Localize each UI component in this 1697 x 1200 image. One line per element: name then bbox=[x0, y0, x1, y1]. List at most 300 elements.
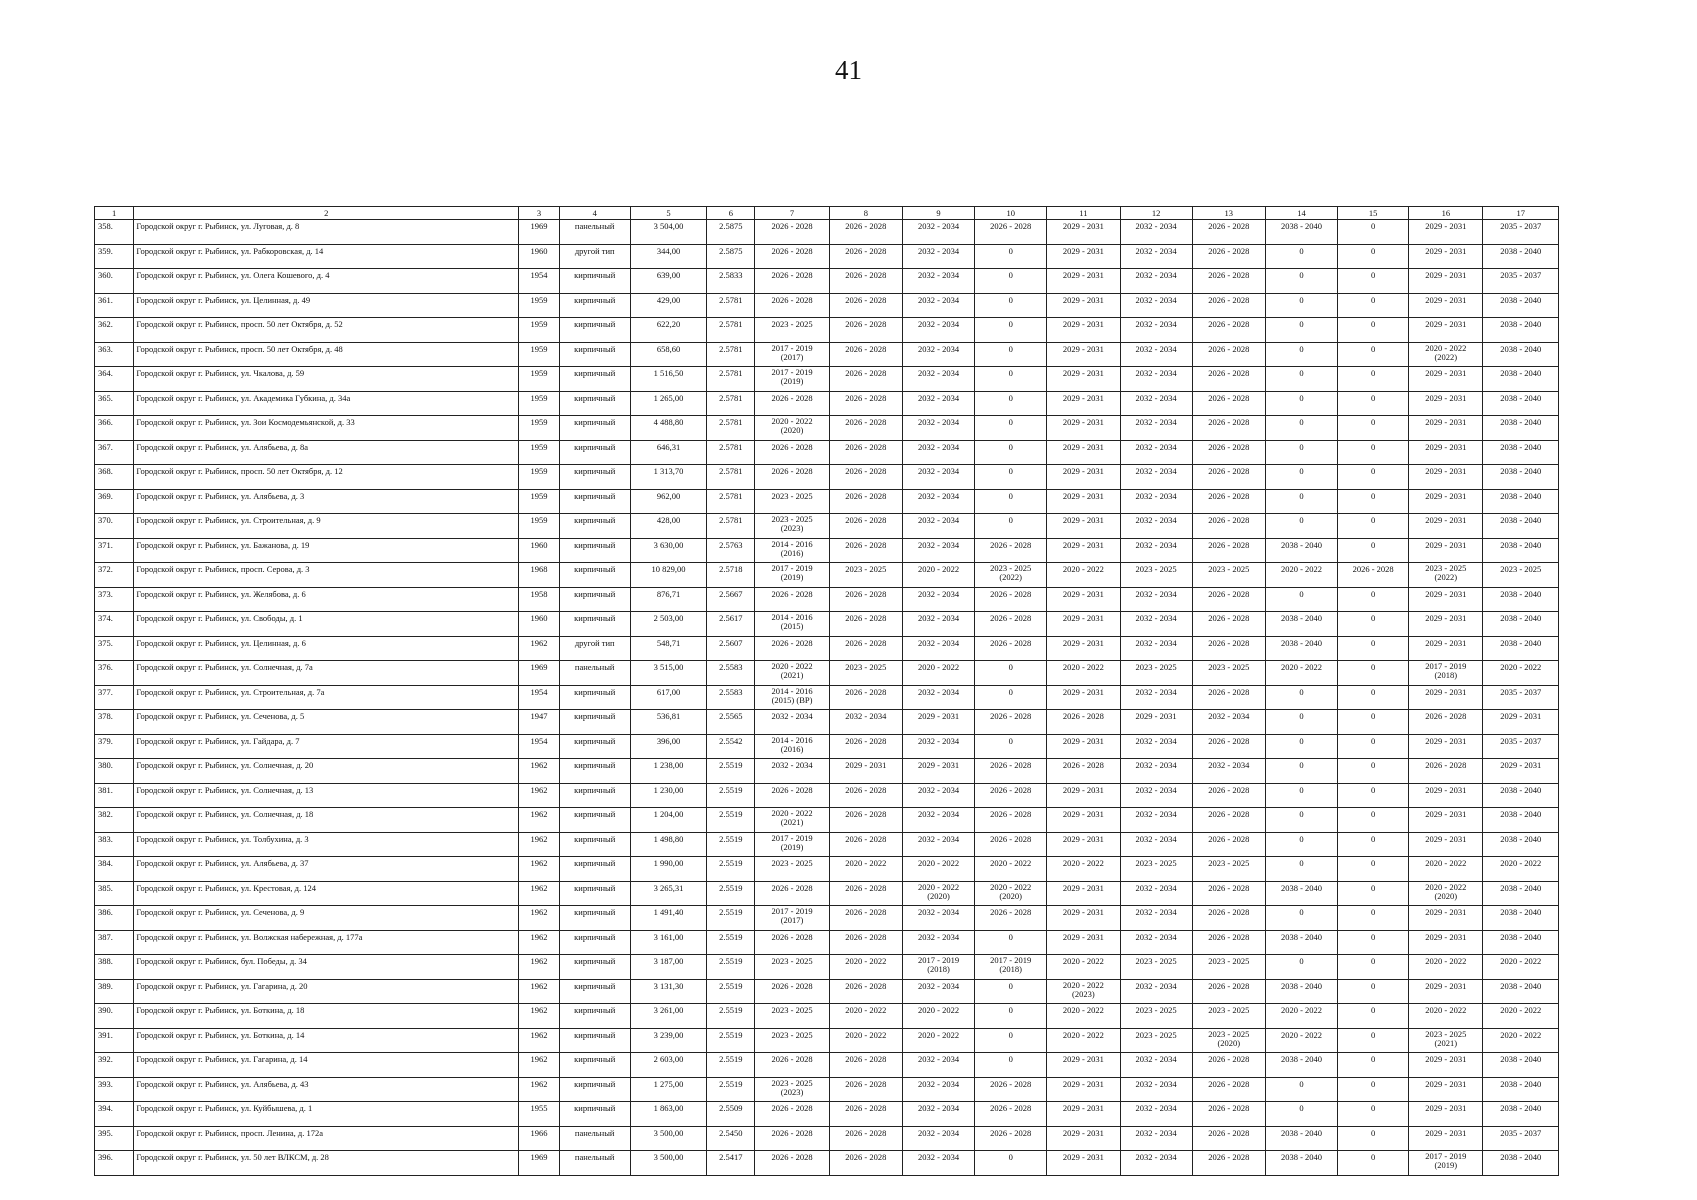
table-cell: 1962 bbox=[519, 857, 559, 882]
table-cell: 2017 - 2019 (2019) bbox=[755, 832, 829, 857]
table-cell: 2029 - 2031 bbox=[1047, 416, 1120, 441]
table-cell: 0 bbox=[1265, 440, 1337, 465]
table-row bbox=[95, 1053, 1559, 1078]
table-cell: 2035 - 2037 bbox=[1483, 220, 1559, 245]
table-cell: 2032 - 2034 bbox=[1120, 685, 1192, 710]
table-cell: 2029 - 2031 bbox=[1047, 612, 1120, 637]
address-cell: Городской округ г. Рыбинск, ул. Сеченова, д. 5 bbox=[134, 710, 519, 735]
table-cell: 1959 bbox=[519, 514, 559, 539]
table-row bbox=[95, 1151, 1559, 1176]
table-cell: 1954 bbox=[519, 734, 559, 759]
table-cell: 1960 bbox=[519, 244, 559, 269]
table-row bbox=[95, 636, 1559, 661]
table-cell: 0 bbox=[1338, 685, 1409, 710]
table-cell: 876,71 bbox=[630, 587, 707, 612]
table-row bbox=[95, 587, 1559, 612]
row-number-cell: 377. bbox=[95, 685, 134, 710]
table-cell: кирпичный bbox=[559, 514, 630, 539]
table-cell: 0 bbox=[1265, 1077, 1337, 1102]
table-cell: 2026 - 2028 bbox=[755, 1126, 829, 1151]
column-header: 3 bbox=[519, 207, 559, 220]
table-row bbox=[95, 955, 1559, 980]
table-cell: 3 515,00 bbox=[630, 661, 707, 686]
table-cell: 2026 - 2028 bbox=[755, 293, 829, 318]
row-number-cell: 376. bbox=[95, 661, 134, 686]
table-cell: 2026 - 2028 bbox=[829, 1077, 902, 1102]
table-cell: кирпичный bbox=[559, 587, 630, 612]
table-cell: 2032 - 2034 bbox=[902, 734, 974, 759]
table-cell: 2.5450 bbox=[707, 1126, 755, 1151]
table-cell: 2032 - 2034 bbox=[1120, 636, 1192, 661]
table-cell: 1962 bbox=[519, 881, 559, 906]
table-cell: 2032 - 2034 bbox=[1192, 710, 1265, 735]
table-row bbox=[95, 269, 1559, 294]
table-cell: 0 bbox=[1338, 587, 1409, 612]
row-number-cell: 394. bbox=[95, 1102, 134, 1127]
table-cell: 2023 - 2025 bbox=[1120, 1028, 1192, 1053]
table-cell: 2026 - 2028 bbox=[1192, 587, 1265, 612]
table-cell: 2017 - 2019 (2019) bbox=[755, 563, 829, 588]
row-number-cell: 363. bbox=[95, 342, 134, 367]
table-cell: 2023 - 2025 bbox=[1120, 1004, 1192, 1029]
table-cell: 3 131,30 bbox=[630, 979, 707, 1004]
table-cell: 2029 - 2031 bbox=[1409, 783, 1483, 808]
table-cell: 1962 bbox=[519, 1028, 559, 1053]
table-cell: 2020 - 2022 bbox=[1047, 563, 1120, 588]
table-cell: 2020 - 2022 (2021) bbox=[755, 808, 829, 833]
table-cell: 2026 - 2028 bbox=[1192, 489, 1265, 514]
table-cell: 2.5519 bbox=[707, 906, 755, 931]
table-cell: 2.5667 bbox=[707, 587, 755, 612]
table-cell: 1955 bbox=[519, 1102, 559, 1127]
table-cell: 0 bbox=[1338, 465, 1409, 490]
column-header: 7 bbox=[755, 207, 829, 220]
table-cell: 2026 - 2028 bbox=[829, 416, 902, 441]
table-row bbox=[95, 783, 1559, 808]
table-cell: 2038 - 2040 bbox=[1483, 440, 1559, 465]
table-cell: 2029 - 2031 bbox=[1047, 685, 1120, 710]
table-cell: 2038 - 2040 bbox=[1483, 636, 1559, 661]
column-header: 12 bbox=[1120, 207, 1192, 220]
table-cell: 0 bbox=[1338, 636, 1409, 661]
address-cell: Городской округ г. Рыбинск, ул. Боткина, д. 14 bbox=[134, 1028, 519, 1053]
table-cell: 0 bbox=[1265, 685, 1337, 710]
table-cell: 2026 - 2028 bbox=[755, 783, 829, 808]
table-cell: 3 504,00 bbox=[630, 220, 707, 245]
table-cell: 646,31 bbox=[630, 440, 707, 465]
table-cell: 2032 - 2034 bbox=[1120, 538, 1192, 563]
table-cell: 1959 bbox=[519, 489, 559, 514]
address-cell: Городской округ г. Рыбинск, ул. Рабкоровская, д. 14 bbox=[134, 244, 519, 269]
table-cell: 2026 - 2028 bbox=[829, 318, 902, 343]
table-row bbox=[95, 832, 1559, 857]
table-cell: 2023 - 2025 bbox=[1192, 857, 1265, 882]
table-cell: 2020 - 2022 bbox=[1409, 857, 1483, 882]
table-cell: 2029 - 2031 bbox=[1047, 489, 1120, 514]
table-cell: 2020 - 2022 bbox=[902, 857, 974, 882]
table-cell: 2032 - 2034 bbox=[1120, 269, 1192, 294]
row-number-cell: 375. bbox=[95, 636, 134, 661]
table-cell: 2038 - 2040 bbox=[1265, 636, 1337, 661]
table-cell: 2029 - 2031 bbox=[1483, 759, 1559, 784]
table-cell: 2.5833 bbox=[707, 269, 755, 294]
row-number-cell: 387. bbox=[95, 930, 134, 955]
table-cell: 2026 - 2028 bbox=[1192, 465, 1265, 490]
table-cell: 2.5565 bbox=[707, 710, 755, 735]
table-cell: 2032 - 2034 bbox=[1120, 808, 1192, 833]
table-cell: 2.5583 bbox=[707, 661, 755, 686]
table-cell: 2023 - 2025 bbox=[1192, 661, 1265, 686]
row-number-cell: 382. bbox=[95, 808, 134, 833]
row-number-cell: 392. bbox=[95, 1053, 134, 1078]
table-cell: 2023 - 2025 bbox=[1483, 563, 1559, 588]
table-cell: 2032 - 2034 bbox=[902, 465, 974, 490]
row-number-cell: 383. bbox=[95, 832, 134, 857]
table-cell: 0 bbox=[1338, 759, 1409, 784]
table-cell: 2032 - 2034 bbox=[902, 514, 974, 539]
table-cell: 2026 - 2028 bbox=[975, 1102, 1047, 1127]
table-cell: 1954 bbox=[519, 685, 559, 710]
table-row bbox=[95, 342, 1559, 367]
table-cell: 2023 - 2025 bbox=[1120, 661, 1192, 686]
table-cell: 2038 - 2040 bbox=[1483, 489, 1559, 514]
table-cell: 0 bbox=[1338, 881, 1409, 906]
table-row bbox=[95, 881, 1559, 906]
table-cell: 2026 - 2028 bbox=[1192, 391, 1265, 416]
table-cell: 2023 - 2025 bbox=[755, 955, 829, 980]
table-cell: 2032 - 2034 bbox=[902, 318, 974, 343]
table-row bbox=[95, 1102, 1559, 1127]
table-cell: 2026 - 2028 bbox=[829, 465, 902, 490]
table-cell: 2023 - 2025 (2020) bbox=[1192, 1028, 1265, 1053]
table-cell: 1962 bbox=[519, 1077, 559, 1102]
housing-repair-table-container bbox=[94, 206, 1559, 1176]
table-cell: 0 bbox=[1265, 759, 1337, 784]
table-cell: 2032 - 2034 bbox=[1120, 979, 1192, 1004]
table-cell: 2.5519 bbox=[707, 783, 755, 808]
table-cell: 2032 - 2034 bbox=[1120, 1102, 1192, 1127]
table-cell: 1968 bbox=[519, 563, 559, 588]
table-cell: кирпичный bbox=[559, 269, 630, 294]
address-cell: Городской округ г. Рыбинск, ул. Чкалова, д. 59 bbox=[134, 367, 519, 392]
table-cell: 2020 - 2022 bbox=[1265, 661, 1337, 686]
table-cell: 2038 - 2040 bbox=[1483, 587, 1559, 612]
address-cell: Городской округ г. Рыбинск, ул. Крестовая, д. 124 bbox=[134, 881, 519, 906]
table-cell: 1962 bbox=[519, 759, 559, 784]
table-cell: 2035 - 2037 bbox=[1483, 1126, 1559, 1151]
table-cell: кирпичный bbox=[559, 367, 630, 392]
table-cell: 2.5417 bbox=[707, 1151, 755, 1176]
table-cell: 2032 - 2034 bbox=[1120, 514, 1192, 539]
table-cell: 2026 - 2028 bbox=[755, 440, 829, 465]
table-cell: 622,20 bbox=[630, 318, 707, 343]
table-cell: 2029 - 2031 bbox=[1047, 587, 1120, 612]
table-cell: 2029 - 2031 bbox=[1409, 440, 1483, 465]
column-header: 9 bbox=[902, 207, 974, 220]
address-cell: Городской округ г. Рыбинск, просп. 50 лет Октября, д. 48 bbox=[134, 342, 519, 367]
table-cell: 2026 - 2028 bbox=[1192, 1077, 1265, 1102]
table-cell: 3 261,00 bbox=[630, 1004, 707, 1029]
table-cell: 2029 - 2031 bbox=[1409, 1053, 1483, 1078]
table-cell: 2038 - 2040 bbox=[1265, 979, 1337, 1004]
table-cell: 2026 - 2028 bbox=[829, 881, 902, 906]
table-cell: 2017 - 2019 (2018) bbox=[975, 955, 1047, 980]
table-cell: 2026 - 2028 bbox=[1192, 783, 1265, 808]
table-cell: кирпичный bbox=[559, 1077, 630, 1102]
table-cell: 2032 - 2034 bbox=[1120, 440, 1192, 465]
table-cell: 1969 bbox=[519, 661, 559, 686]
address-cell: Городской округ г. Рыбинск, ул. Олега Кошевого, д. 4 bbox=[134, 269, 519, 294]
table-cell: 2032 - 2034 bbox=[902, 1151, 974, 1176]
table-cell: 2023 - 2025 (2021) bbox=[1409, 1028, 1483, 1053]
table-cell: 2.5781 bbox=[707, 318, 755, 343]
table-cell: 639,00 bbox=[630, 269, 707, 294]
table-cell: 0 bbox=[1338, 416, 1409, 441]
table-cell: 1959 bbox=[519, 440, 559, 465]
table-cell: 2020 - 2022 bbox=[1047, 1028, 1120, 1053]
table-cell: 2020 - 2022 bbox=[902, 661, 974, 686]
table-row bbox=[95, 538, 1559, 563]
table-cell: 1 313,70 bbox=[630, 465, 707, 490]
table-cell: 2032 - 2034 bbox=[1120, 1053, 1192, 1078]
address-cell: Городской округ г. Рыбинск, ул. Строительная, д. 9 bbox=[134, 514, 519, 539]
table-cell: 2026 - 2028 bbox=[1047, 759, 1120, 784]
table-cell: 2023 - 2025 bbox=[755, 857, 829, 882]
table-cell: 2038 - 2040 bbox=[1265, 220, 1337, 245]
table-cell: 2032 - 2034 bbox=[829, 710, 902, 735]
table-cell: другой тип bbox=[559, 244, 630, 269]
table-cell: 0 bbox=[1338, 1028, 1409, 1053]
table-cell: 1959 bbox=[519, 318, 559, 343]
address-cell: Городской округ г. Рыбинск, просп. 50 лет Октября, д. 12 bbox=[134, 465, 519, 490]
table-cell: 2020 - 2022 (2020) bbox=[902, 881, 974, 906]
table-cell: 1958 bbox=[519, 587, 559, 612]
table-cell: 2032 - 2034 bbox=[1120, 293, 1192, 318]
table-cell: 2.5509 bbox=[707, 1102, 755, 1127]
table-cell: 1962 bbox=[519, 979, 559, 1004]
table-cell: 2038 - 2040 bbox=[1483, 1151, 1559, 1176]
table-cell: 2.5519 bbox=[707, 1053, 755, 1078]
table-cell: 2029 - 2031 bbox=[1047, 906, 1120, 931]
column-header: 15 bbox=[1338, 207, 1409, 220]
table-cell: 0 bbox=[975, 269, 1047, 294]
table-cell: 2038 - 2040 bbox=[1483, 979, 1559, 1004]
table-cell: 2020 - 2022 bbox=[1265, 1004, 1337, 1029]
table-cell: кирпичный bbox=[559, 1004, 630, 1029]
table-cell: 2026 - 2028 bbox=[755, 1053, 829, 1078]
table-cell: 2032 - 2034 bbox=[902, 930, 974, 955]
table-cell: 0 bbox=[1265, 342, 1337, 367]
table-cell: 2026 - 2028 bbox=[975, 1126, 1047, 1151]
table-cell: 2.5781 bbox=[707, 514, 755, 539]
table-cell: 2029 - 2031 bbox=[1047, 538, 1120, 563]
table-cell: 2026 - 2028 bbox=[829, 367, 902, 392]
table-cell: 1959 bbox=[519, 465, 559, 490]
table-row bbox=[95, 734, 1559, 759]
table-cell: 0 bbox=[975, 514, 1047, 539]
table-cell: 2026 - 2028 bbox=[829, 808, 902, 833]
table-row bbox=[95, 489, 1559, 514]
table-cell: кирпичный bbox=[559, 391, 630, 416]
table-row bbox=[95, 1004, 1559, 1029]
table-cell: 2020 - 2022 (2021) bbox=[755, 661, 829, 686]
table-body bbox=[95, 220, 1559, 1176]
table-cell: 2029 - 2031 bbox=[1409, 514, 1483, 539]
table-cell: 2020 - 2022 (2020) bbox=[1409, 881, 1483, 906]
table-cell: 3 161,00 bbox=[630, 930, 707, 955]
table-cell: 2032 - 2034 bbox=[902, 636, 974, 661]
table-cell: 0 bbox=[975, 979, 1047, 1004]
table-cell: 2029 - 2031 bbox=[1409, 318, 1483, 343]
table-cell: 2032 - 2034 bbox=[902, 832, 974, 857]
table-cell: 2026 - 2028 bbox=[1192, 808, 1265, 833]
row-number-cell: 379. bbox=[95, 734, 134, 759]
table-cell: кирпичный bbox=[559, 955, 630, 980]
table-cell: 2023 - 2025 bbox=[1192, 563, 1265, 588]
table-cell: 2.5519 bbox=[707, 1004, 755, 1029]
table-cell: 2026 - 2028 bbox=[1338, 563, 1409, 588]
table-cell: 0 bbox=[975, 244, 1047, 269]
table-cell: 2026 - 2028 bbox=[975, 636, 1047, 661]
table-cell: 0 bbox=[1338, 440, 1409, 465]
table-cell: 1962 bbox=[519, 636, 559, 661]
table-cell: 2032 - 2034 bbox=[1120, 1151, 1192, 1176]
table-cell: 0 bbox=[1338, 489, 1409, 514]
table-cell: 2020 - 2022 bbox=[1047, 661, 1120, 686]
table-cell: 2029 - 2031 bbox=[1409, 269, 1483, 294]
table-cell: 2020 - 2022 bbox=[1047, 955, 1120, 980]
table-cell: 2032 - 2034 bbox=[902, 612, 974, 637]
table-cell: 2026 - 2028 bbox=[1192, 318, 1265, 343]
table-cell: кирпичный bbox=[559, 563, 630, 588]
table-cell: 0 bbox=[975, 391, 1047, 416]
table-cell: 2.5519 bbox=[707, 881, 755, 906]
table-cell: 2020 - 2022 (2023) bbox=[1047, 979, 1120, 1004]
table-cell: 2020 - 2022 bbox=[829, 1028, 902, 1053]
table-cell: 0 bbox=[1338, 269, 1409, 294]
table-cell: 2017 - 2019 (2018) bbox=[902, 955, 974, 980]
table-cell: 1962 bbox=[519, 906, 559, 931]
table-cell: 2026 - 2028 bbox=[829, 1151, 902, 1176]
table-cell: кирпичный bbox=[559, 1102, 630, 1127]
table-cell: 2032 - 2034 bbox=[1120, 612, 1192, 637]
table-cell: 2026 - 2028 bbox=[829, 734, 902, 759]
table-row bbox=[95, 1077, 1559, 1102]
row-number-cell: 389. bbox=[95, 979, 134, 1004]
address-cell: Городской округ г. Рыбинск, ул. Алябьева, д. 43 bbox=[134, 1077, 519, 1102]
table-cell: 2020 - 2022 bbox=[902, 1004, 974, 1029]
table-cell: 1 498,80 bbox=[630, 832, 707, 857]
column-header: 6 bbox=[707, 207, 755, 220]
table-cell: 2029 - 2031 bbox=[1409, 734, 1483, 759]
table-cell: 2029 - 2031 bbox=[1047, 514, 1120, 539]
table-row bbox=[95, 1028, 1559, 1053]
table-cell: 2032 - 2034 bbox=[902, 269, 974, 294]
table-cell: 2032 - 2034 bbox=[1120, 244, 1192, 269]
table-cell: 2026 - 2028 bbox=[829, 514, 902, 539]
table-cell: кирпичный bbox=[559, 538, 630, 563]
table-cell: 0 bbox=[975, 1028, 1047, 1053]
table-cell: 2032 - 2034 bbox=[1120, 881, 1192, 906]
table-cell: 2020 - 2022 bbox=[1047, 857, 1120, 882]
table-row bbox=[95, 710, 1559, 735]
table-cell: 2029 - 2031 bbox=[1409, 244, 1483, 269]
table-cell: 2026 - 2028 bbox=[755, 465, 829, 490]
table-cell: 2032 - 2034 bbox=[902, 440, 974, 465]
table-cell: 2026 - 2028 bbox=[755, 391, 829, 416]
table-cell: 2029 - 2031 bbox=[1047, 636, 1120, 661]
table-cell: 2029 - 2031 bbox=[1047, 832, 1120, 857]
table-cell: 2.5519 bbox=[707, 1077, 755, 1102]
table-cell: 2029 - 2031 bbox=[1047, 220, 1120, 245]
table-row bbox=[95, 514, 1559, 539]
table-cell: 2017 - 2019 (2018) bbox=[1409, 661, 1483, 686]
table-cell: 0 bbox=[1265, 269, 1337, 294]
table-row bbox=[95, 367, 1559, 392]
table-cell: 2026 - 2028 bbox=[755, 269, 829, 294]
column-number-row bbox=[95, 207, 1559, 220]
table-cell: 1960 bbox=[519, 612, 559, 637]
row-number-cell: 358. bbox=[95, 220, 134, 245]
table-cell: 1962 bbox=[519, 783, 559, 808]
table-cell: 2029 - 2031 bbox=[1047, 808, 1120, 833]
table-row bbox=[95, 293, 1559, 318]
table-cell: 2026 - 2028 bbox=[1192, 538, 1265, 563]
table-cell: 2014 - 2016 (2016) bbox=[755, 538, 829, 563]
table-cell: кирпичный bbox=[559, 734, 630, 759]
column-header: 13 bbox=[1192, 207, 1265, 220]
table-cell: 2.5583 bbox=[707, 685, 755, 710]
table-cell: 2.5763 bbox=[707, 538, 755, 563]
table-cell: 2026 - 2028 bbox=[829, 685, 902, 710]
table-cell: 1954 bbox=[519, 269, 559, 294]
table-row bbox=[95, 416, 1559, 441]
table-cell: 2038 - 2040 bbox=[1265, 930, 1337, 955]
table-cell: 2038 - 2040 bbox=[1265, 612, 1337, 637]
table-cell: 2029 - 2031 bbox=[1409, 930, 1483, 955]
table-cell: 1 516,50 bbox=[630, 367, 707, 392]
table-cell: 0 bbox=[1265, 734, 1337, 759]
address-cell: Городской округ г. Рыбинск, просп. 50 лет Октября, д. 52 bbox=[134, 318, 519, 343]
table-row bbox=[95, 612, 1559, 637]
table-cell: 2029 - 2031 bbox=[1409, 465, 1483, 490]
row-number-cell: 395. bbox=[95, 1126, 134, 1151]
table-cell: 2020 - 2022 bbox=[1483, 955, 1559, 980]
table-cell: 2032 - 2034 bbox=[902, 416, 974, 441]
table-cell: 0 bbox=[975, 734, 1047, 759]
table-row bbox=[95, 808, 1559, 833]
table-cell: 2029 - 2031 bbox=[1409, 979, 1483, 1004]
table-header bbox=[95, 207, 1559, 220]
table-cell: 2026 - 2028 bbox=[829, 587, 902, 612]
table-cell: 2032 - 2034 bbox=[755, 759, 829, 784]
table-cell: 2020 - 2022 bbox=[1483, 661, 1559, 686]
table-cell: 2026 - 2028 bbox=[1192, 1053, 1265, 1078]
table-cell: 0 bbox=[1338, 955, 1409, 980]
table-cell: 2026 - 2028 bbox=[975, 759, 1047, 784]
row-number-cell: 385. bbox=[95, 881, 134, 906]
table-row bbox=[95, 759, 1559, 784]
table-cell: панельный bbox=[559, 1151, 630, 1176]
table-cell: 2032 - 2034 bbox=[902, 685, 974, 710]
table-row bbox=[95, 318, 1559, 343]
table-cell: 2038 - 2040 bbox=[1483, 244, 1559, 269]
table-cell: 2.5781 bbox=[707, 489, 755, 514]
table-cell: 2032 - 2034 bbox=[755, 710, 829, 735]
table-cell: кирпичный bbox=[559, 342, 630, 367]
table-cell: 2026 - 2028 bbox=[829, 489, 902, 514]
table-cell: 2026 - 2028 bbox=[829, 440, 902, 465]
